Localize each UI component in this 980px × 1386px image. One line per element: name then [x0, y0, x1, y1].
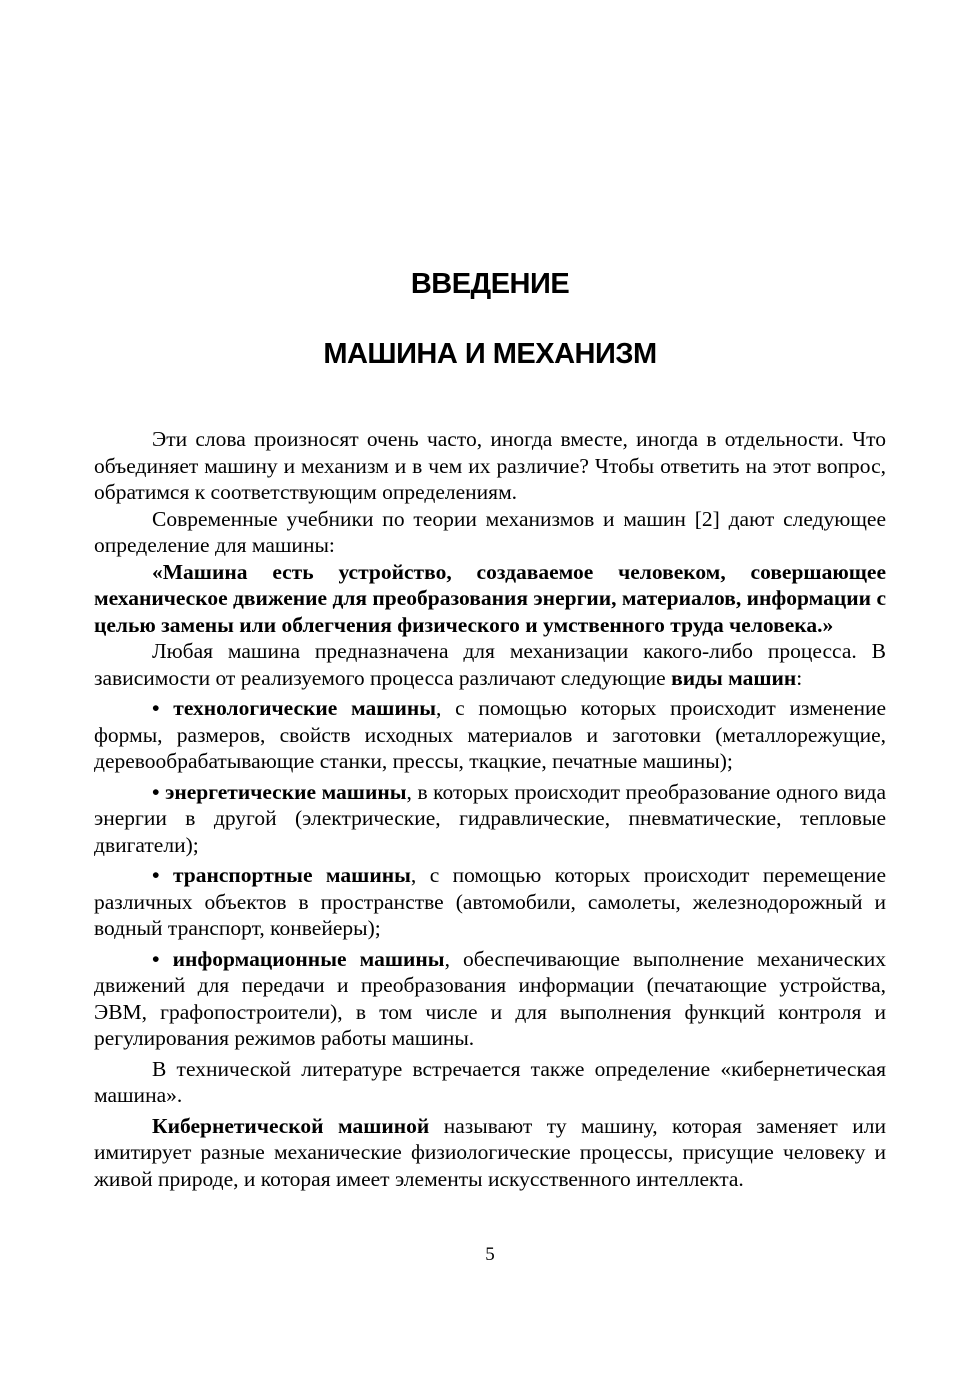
bullet-term: технологические машины: [173, 696, 437, 720]
bullet-text: , с помощью которых происходит изменение формы, размеров, свойств исходных материалов и заготовки (металлорежущие, деревообрабатывающие станки, прессы, ткацкие, печатные машины);: [94, 696, 886, 773]
bullet-icon: •: [152, 696, 160, 720]
cybernetic-text: называют ту машину, которая заменяет или имитирует разные механические физиологические процессы, присущие человеку и живой природе, и которая имеет элементы искусственного интеллекта.: [94, 1113, 886, 1191]
bullet-item-transport: [94, 862, 886, 942]
section-heading: МАШИНА И МЕХАНИЗМ: [323, 338, 657, 370]
chapter-heading: ВВЕДЕНИЕ: [410, 268, 570, 300]
paragraph-cybernetic-intro: В технической литературе встречается также определение «кибернетическая машина».: [94, 1056, 886, 1107]
machine-types-colon: :: [796, 665, 803, 690]
bullet-term: транспортные машины: [172, 863, 411, 887]
bullet-icon: •: [152, 863, 160, 887]
bullet-item-technological: [94, 695, 886, 775]
bullet-icon: •: [152, 779, 160, 804]
machine-types-text: Любая машина предназначена для механизации какого-либо процесса. В зависимости от реализуемого процесса различают следующие: [94, 639, 886, 690]
paragraph-machine-types: [94, 638, 886, 691]
paragraph-textbook: Современные учебники по теории механизмов и машин [2] дают следующее определение для машины:: [94, 506, 886, 557]
page-number: 5: [485, 1244, 495, 1265]
paragraph-intro: Эти слова произносят очень часто, иногда вместе, иногда в отдельности. Что объединяет машину и механизм и в чем их различие? Чтобы ответить на этот вопрос, обратимся к соответствующим определениям.: [94, 427, 886, 504]
bullet-icon: •: [152, 946, 160, 971]
bullet-term: энергетические машины: [165, 779, 407, 804]
bullet-text: , с помощью которых происходит перемещение различных объектов в пространстве (автомобили, самолеты, железнодорожный и водный транспорт, конвейеры);: [94, 863, 886, 940]
bullet-item-energy: [94, 779, 886, 859]
body-text: [94, 426, 886, 1192]
bullet-item-information: [94, 946, 886, 1052]
bullet-term: информационные машины: [172, 946, 445, 971]
definition-quote: «Машина есть устройство, создаваемое человеком, совершающее механическое движение для преобразования энергии, материалов, информации с целью замены или облегчения физического и умственного труда человека.»: [94, 559, 886, 637]
cybernetic-term: Кибернетической машиной: [152, 1113, 430, 1138]
bullet-text: , обеспечивающие выполнение механических движений для передачи и преобразования информации (печатающие устройства, ЭВМ, графопостроители), в том числе и для выполнения функций контроля и регулирования режимов работы машины.: [94, 946, 887, 1050]
bullet-text: , в которых происходит преобразование одного вида энергии в другой (электрические, гидравлические, пневматические, тепловые двигатели);: [94, 779, 886, 857]
machine-types-term: виды машин: [671, 665, 797, 690]
paragraph-cybernetic-definition: [94, 1113, 886, 1193]
